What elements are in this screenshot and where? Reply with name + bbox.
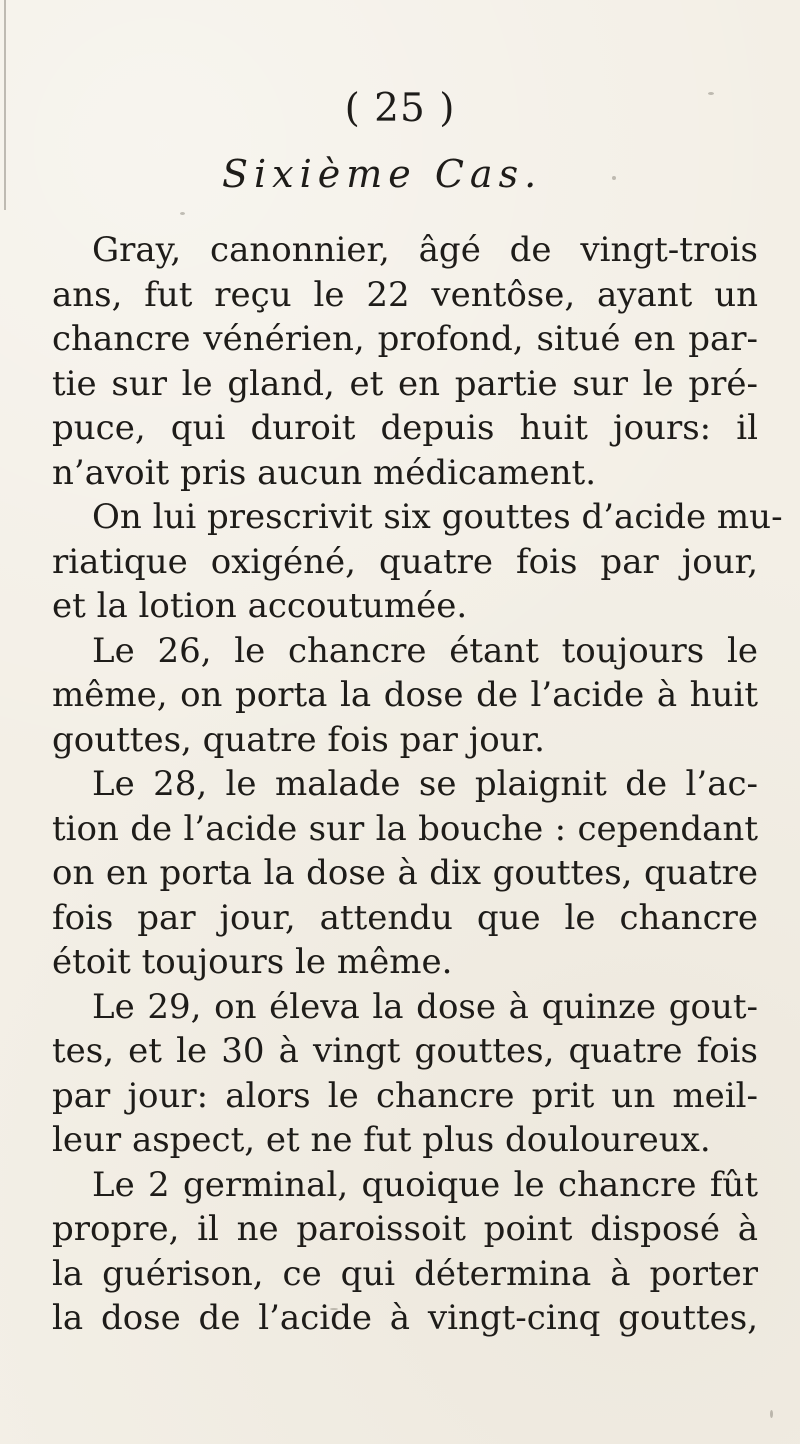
text-line: tion de l’acide sur la bouche : cependant [52,808,758,849]
text-line: riatique oxigéné, quatre fois par jour, [52,541,758,582]
text-line: chancre vénérien, profond, situé en par- [52,319,758,359]
paper-speck [612,176,616,180]
text-line: gouttes, quatre fois par jour. [52,719,545,760]
text-line: étoit toujours le même. [52,942,453,982]
text-line: tie sur le gland, et en partie sur le pré- [52,363,758,404]
text-line: On lui prescrivit six gouttes d’acide mu- [92,497,783,537]
text-line: ans, fut reçu le 22 ventôse, ayant un [52,274,758,315]
text-line: même, on porta la dose de l’acide à huit [52,675,758,715]
text-line: puce, qui duroit depuis huit jours: il [52,408,758,448]
paper-speck [330,1308,338,1310]
text-line: Le 26, le chancre étant toujours le [92,630,758,671]
text-line: on en porta la dose à dix gouttes, quatre [52,853,758,893]
section-heading: Sixième Cas. [222,152,543,196]
page-number: ( 25 ) [344,86,456,131]
body-text [52,228,783,1341]
text-line: n’avoit pris aucun médicament. [52,452,596,493]
paper-speck [180,212,185,215]
text-line: Gray, canonnier, âgé de vingt-trois [92,230,758,270]
paper-speck [708,92,714,95]
text-line: la guérison, ce qui détermina à porter [52,1253,758,1294]
text-line: Le 29, on éleva la dose à quinze gout- [92,986,758,1027]
text-line: et la lotion accoutumée. [52,586,468,626]
text-line: par jour: alors le chancre prit un meil- [52,1075,758,1116]
paper-speck [770,1410,773,1418]
text-line: fois par jour, attendu que le chancre [52,897,758,938]
text-line: Le 2 germinal, quoique le chancre fût [92,1164,758,1205]
text-line: Le 28, le malade se plaignit de l’ac- [92,764,758,804]
text-line: tes, et le 30 à vingt gouttes, quatre fois [52,1031,758,1071]
text-line: propre, il ne paroissoit point disposé à [52,1209,758,1249]
text-line: la dose de l’acide à vingt-cinq gouttes, [52,1298,758,1338]
text-line: leur aspect, et ne fut plus douloureux. [52,1120,711,1160]
